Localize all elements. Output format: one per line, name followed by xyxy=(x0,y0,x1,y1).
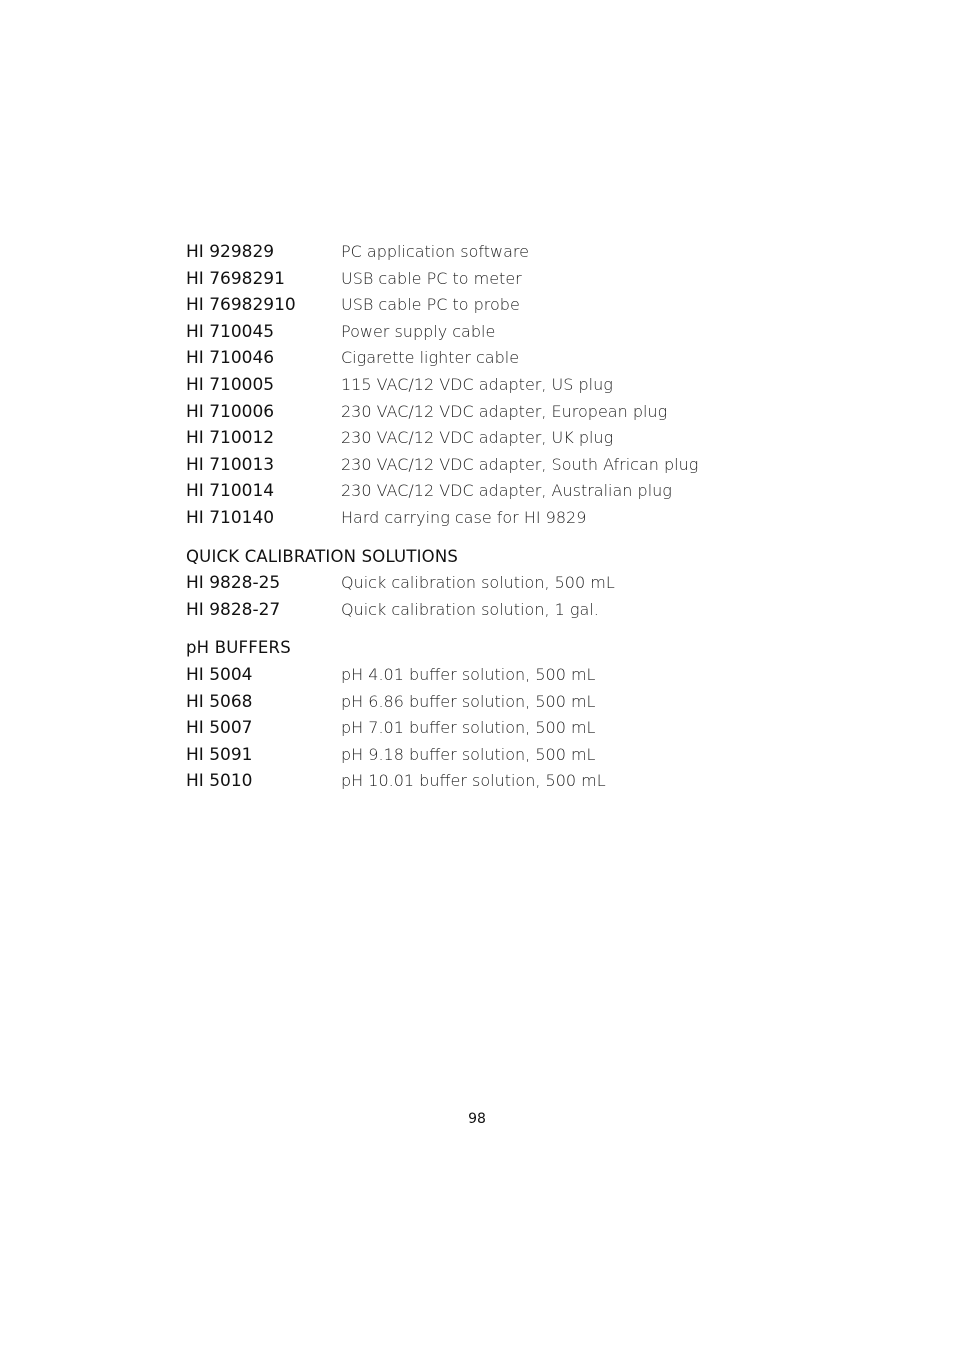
list-item xyxy=(186,292,746,319)
page-number: 98 xyxy=(468,1111,486,1127)
section-heading-ph-buffers: pH BUFFERS xyxy=(186,638,291,658)
list-item xyxy=(186,689,746,716)
list-item xyxy=(186,505,746,532)
item-description: Hard carrying case for HI 9829 xyxy=(341,507,587,527)
item-description: 230 VAC/12 VDC adapter, UK plug xyxy=(341,428,614,448)
item-description: 230 VAC/12 VDC adapter, Australian plug xyxy=(341,481,672,501)
item-description: pH 4.01 buffer solution, 500 mL xyxy=(341,664,596,684)
item-description: USB cable PC to meter xyxy=(341,268,522,288)
item-code: HI 710014 xyxy=(186,481,275,502)
list-item xyxy=(186,570,746,597)
item-code: HI 710013 xyxy=(186,454,275,475)
item-code: HI 5007 xyxy=(186,718,253,739)
item-description: pH 7.01 buffer solution, 500 mL xyxy=(341,718,596,738)
item-code: HI 710005 xyxy=(186,374,275,395)
item-code: HI 5004 xyxy=(186,664,253,685)
list-item xyxy=(186,597,746,624)
item-description: pH 10.01 buffer solution, 500 mL xyxy=(341,771,606,791)
item-code: HI 710046 xyxy=(186,348,275,369)
list-item xyxy=(186,345,746,372)
item-description: PC application software xyxy=(341,242,529,261)
list-item xyxy=(186,452,746,479)
item-code: HI 710012 xyxy=(186,428,275,449)
item-code: HI 710045 xyxy=(186,321,275,342)
item-description: Quick calibration solution, 1 gal. xyxy=(341,599,599,619)
item-code: HI 5010 xyxy=(186,771,253,792)
section-heading-quick-calibration: QUICK CALIBRATION SOLUTIONS xyxy=(186,546,459,566)
list-item xyxy=(186,662,746,689)
list-item xyxy=(186,239,746,266)
list-item xyxy=(186,399,746,426)
item-code: HI 710140 xyxy=(186,507,275,528)
item-code: HI 710006 xyxy=(186,401,275,422)
list-item xyxy=(186,372,746,399)
list-item xyxy=(186,478,746,505)
item-code: HI 76982910 xyxy=(186,295,296,316)
item-code: HI 7698291 xyxy=(186,268,285,289)
list-item xyxy=(186,425,746,452)
list-item xyxy=(186,715,746,742)
item-code: HI 9828-27 xyxy=(186,599,281,620)
list-item xyxy=(186,266,746,293)
item-description: 230 VAC/12 VDC adapter, European plug xyxy=(341,401,668,421)
section-spacer xyxy=(186,623,746,635)
item-description: Cigarette lighter cable xyxy=(341,348,520,368)
item-description: Power supply cable xyxy=(341,321,496,341)
item-description: pH 9.18 buffer solution, 500 mL xyxy=(341,744,596,764)
item-code: HI 5091 xyxy=(186,744,253,765)
item-code: HI 5068 xyxy=(186,691,253,712)
item-code: HI 929829 xyxy=(186,242,275,262)
list-item xyxy=(186,768,746,795)
item-description: 230 VAC/12 VDC adapter, South African plug xyxy=(341,454,699,474)
item-description: 115 VAC/12 VDC adapter, US plug xyxy=(341,374,613,394)
section-spacer xyxy=(186,532,746,544)
item-description: USB cable PC to probe xyxy=(341,295,520,315)
list-item xyxy=(186,742,746,769)
item-code: HI 9828-25 xyxy=(186,573,281,594)
accessories-list xyxy=(186,239,746,795)
item-description: pH 6.86 buffer solution, 500 mL xyxy=(341,691,596,711)
list-item xyxy=(186,319,746,346)
item-description: Quick calibration solution, 500 mL xyxy=(341,573,615,593)
